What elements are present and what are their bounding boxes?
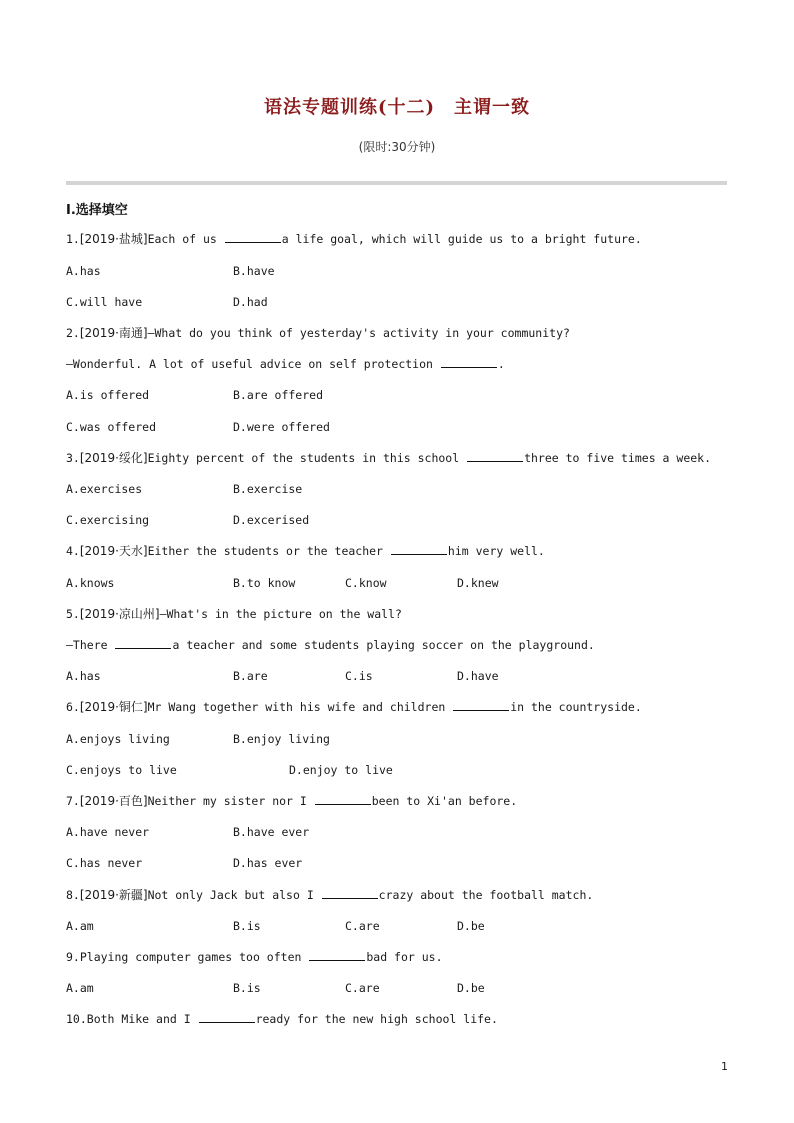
option-c[interactable]: C.exercising: [66, 513, 150, 527]
option-d[interactable]: D.were offered: [233, 420, 330, 434]
option-a[interactable]: A.am: [66, 981, 94, 995]
time-limit: (限时:30分钟): [358, 140, 436, 154]
section-heading: Ⅰ.选择填空: [66, 203, 128, 218]
answer-blank[interactable]: [467, 450, 523, 462]
question-4: 4.[2019·天水]Either the students or the teacher him very well.: [66, 544, 545, 558]
answer-blank[interactable]: [309, 949, 365, 961]
option-c[interactable]: C.will have: [66, 295, 143, 309]
option-c[interactable]: C.are: [345, 981, 380, 995]
option-a[interactable]: A.has: [66, 669, 101, 683]
page-title: 语法专题训练(十二) 主谓一致: [263, 97, 531, 118]
question-3: 3.[2019·绥化]Eighty percent of the students in this school three to five times a week.: [66, 451, 712, 465]
option-b[interactable]: B.are offered: [233, 388, 324, 402]
question-9: 9.Playing computer games too often bad for us.: [66, 950, 443, 964]
answer-blank[interactable]: [315, 793, 371, 805]
divider: [66, 181, 727, 185]
answer-blank[interactable]: [322, 887, 378, 899]
question-6: 6.[2019·铜仁]Mr Wang together with his wife and children in the countryside.: [66, 700, 642, 714]
answer-blank[interactable]: [453, 699, 509, 711]
option-d[interactable]: D.knew: [457, 576, 499, 590]
option-d[interactable]: D.have: [457, 669, 499, 683]
option-b[interactable]: B.to know: [233, 576, 296, 590]
option-c[interactable]: C.has never: [66, 856, 143, 870]
option-c[interactable]: C.was offered: [66, 420, 157, 434]
option-d[interactable]: D.excerised: [233, 513, 310, 527]
answer-blank[interactable]: [441, 356, 497, 368]
option-c[interactable]: C.is: [345, 669, 373, 683]
option-d[interactable]: D.enjoy to live: [289, 763, 393, 777]
option-b[interactable]: B.is: [233, 981, 261, 995]
option-b[interactable]: B.is: [233, 919, 261, 933]
question-2: 2.[2019·南通]—What do you think of yesterday's activity in your community?: [66, 326, 570, 340]
option-a[interactable]: A.is offered: [66, 388, 150, 402]
option-d[interactable]: D.be: [457, 919, 485, 933]
option-c[interactable]: C.enjoys to live: [66, 763, 177, 777]
option-c[interactable]: C.are: [345, 919, 380, 933]
question-8: 8.[2019·新疆]Not only Jack but also I crazy about the football match.: [66, 888, 594, 902]
option-a[interactable]: A.have never: [66, 825, 150, 839]
option-d[interactable]: D.has ever: [233, 856, 303, 870]
question-7: 7.[2019·百色]Neither my sister nor I been to Xi'an before.: [66, 794, 518, 808]
option-a[interactable]: A.enjoys living: [66, 732, 170, 746]
option-a[interactable]: A.am: [66, 919, 94, 933]
option-b[interactable]: B.exercise: [233, 482, 303, 496]
page-number: 1: [721, 1060, 728, 1073]
answer-blank[interactable]: [115, 637, 171, 649]
option-d[interactable]: D.be: [457, 981, 485, 995]
option-b[interactable]: B.enjoy living: [233, 732, 330, 746]
option-b[interactable]: B.are: [233, 669, 268, 683]
question-5: 5.[2019·凉山州]—What's in the picture on the wall?: [66, 607, 402, 621]
option-b[interactable]: B.have: [233, 264, 275, 278]
option-d[interactable]: D.had: [233, 295, 268, 309]
answer-blank[interactable]: [199, 1011, 255, 1023]
question-2-reply: —Wonderful. A lot of useful advice on self protection .: [66, 357, 505, 371]
question-10: 10.Both Mike and I ready for the new high school life.: [66, 1012, 498, 1026]
question-5-reply: —There a teacher and some students playing soccer on the playground.: [66, 638, 595, 652]
option-a[interactable]: A.has: [66, 264, 101, 278]
option-b[interactable]: B.have ever: [233, 825, 310, 839]
option-a[interactable]: A.exercises: [66, 482, 143, 496]
option-a[interactable]: A.knows: [66, 576, 115, 590]
answer-blank[interactable]: [391, 543, 447, 555]
option-c[interactable]: C.know: [345, 576, 387, 590]
question-1: 1.[2019·盐城]Each of us a life goal, which will guide us to a bright future.: [66, 232, 642, 246]
answer-blank[interactable]: [225, 231, 281, 243]
